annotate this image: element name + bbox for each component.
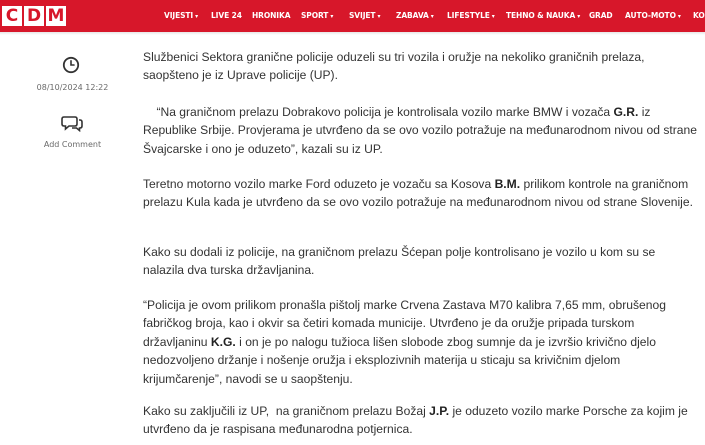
nav-item-hronika[interactable] [252,0,290,32]
nav-item-label: LIVE 24 [211,11,242,20]
nav-item-svijet[interactable] [349,0,380,32]
nav-item-label: HRONIKA [252,11,291,20]
article-paragraph [143,175,699,212]
nav-item-label: SVIJET [349,11,376,20]
chevron-down-icon: ▾ [377,13,381,20]
nav-item-label: TEHNO & NAUKA [506,11,576,20]
chevron-down-icon: ▾ [677,13,681,20]
logo-letter: M [47,6,65,26]
nav-item-label: VIJESTI [164,11,194,20]
comment-bubbles-icon[interactable] [61,114,83,132]
chevron-down-icon: ▾ [577,13,581,20]
nav-item-label: AUTO-MOTO [625,11,676,20]
nav-menu [0,0,705,32]
paragraph-text: Teretno motorno vozilo marke Ford oduzeto je vozaču sa Kosova [143,177,495,191]
nav-item-tehno-nauka[interactable] [506,0,580,32]
nav-item-sport[interactable] [301,0,333,32]
paragraph-text: prilikom kontrole na graničnom prelazu Kula kada je utvrđeno da se ovo vozilo potražuje na međunarodnom nivou od strane Slovenije. [143,177,693,210]
article-paragraph [143,296,699,388]
paragraph-text: iz Republike Srbije. Provjerama je utvrđeno da se ovo vozilo potražuje na međunarodnom nivou od strane Švajcarske i ono je oduzeto”, kazali su iz UP. [143,105,697,156]
person-initials: J.P. [429,404,450,418]
paragraph-text: “Na graničnom prelazu Dobrakovo policija je kontrolisala vozilo marke BMW i vozača [143,105,614,119]
paragraph-text: je oduzeto vozilo marke Porsche za kojim je utvrđeno da je raspisana međunarodna potjernica. [143,404,688,437]
add-comment-link[interactable]: Add Comment [43,140,102,149]
chevron-down-icon: ▾ [491,13,495,20]
article-paragraph [143,402,699,439]
logo-letter: D [24,6,44,26]
nav-item-vijesti[interactable] [164,0,198,32]
nav-item-ko[interactable] [693,0,705,32]
paragraph-text: “Policija je ovom prilikom pronašla pištolj marke Crvena Zastava M70 kalibra 7,65 mm, obrušenog fabričkog broja, kao i okvir sa četiri komada municije. Utvrđeno je da oružje pripada turskom državljaninu [143,298,666,349]
person-initials: G.R. [613,105,639,119]
chevron-down-icon: ▾ [430,13,434,20]
logo-letter: C [2,6,22,26]
article-paragraph: Kako su dodali iz policije, na graničnom prelazu Šćepan polje kontrolisano je vozilo u kom su se nalazila dva turska državljanina. [143,245,656,278]
person-initials: K.G. [210,334,236,349]
article-paragraph [143,103,699,158]
nav-item-live24[interactable] [211,0,242,32]
publish-date: 08/10/2024 12:22 [36,83,109,92]
clock-icon [62,56,80,74]
nav-item-label: LIFESTYLE [447,11,490,20]
chevron-down-icon: ▾ [195,13,199,20]
nav-item-zabava[interactable] [396,0,434,32]
paragraph-text: Kako su zaključili iz UP, na graničnom prelazu Božaj [143,404,430,418]
nav-item-label: GRAD [589,11,613,20]
article-paragraph: Službenici Sektora granične policije oduzeli su tri vozila i oružje na nekoliko graničnih prelaza, saopšteno je iz Uprave policije (UP). [143,50,645,83]
top-navigation-bar [0,0,705,32]
nav-item-label: KO [693,11,705,20]
chevron-down-icon: ▾ [330,13,334,20]
nav-shadow [0,32,705,35]
nav-item-label: SPORT [301,11,329,20]
nav-item-grad[interactable] [589,0,613,32]
paragraph-text: i on je po nalogu tužioca lišen slobode zbog sumnje da je izvršio krivično djelo nedozvoljeno držanje i nošenje oružja i eksplozivnih materija u sticaju sa krivičnim djelom krijumčarenje”, navodi se u saopštenju. [143,334,656,386]
nav-item-auto-moto[interactable] [625,0,681,32]
person-initials: B.M. [494,177,521,191]
nav-item-label: ZABAVA [396,11,429,20]
nav-item-lifestyle[interactable] [447,0,495,32]
